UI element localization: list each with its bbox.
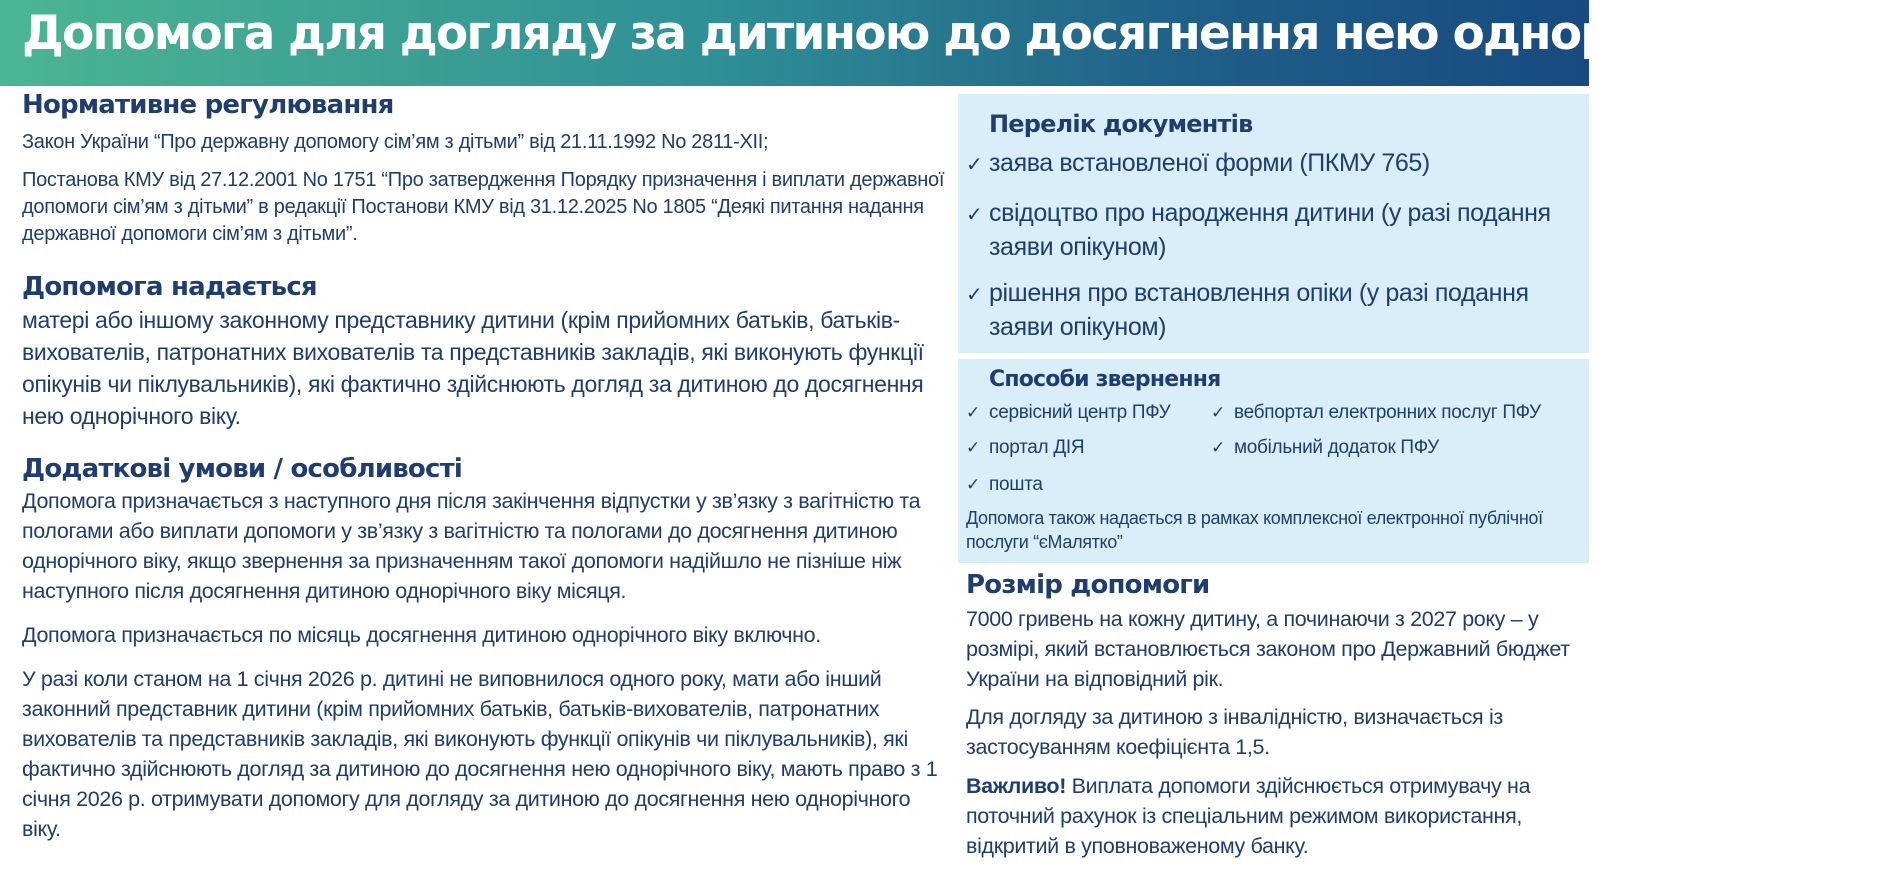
documents-title: Перелік документів	[989, 110, 1253, 138]
document-item	[966, 196, 1579, 264]
check-icon: ✓	[1211, 403, 1225, 422]
important-text: Виплата допомоги здійснюється отримувачу на поточний рахунок із спеціальним режимом використання, відкритий в уповноваженому банку.	[966, 774, 1531, 858]
way-item	[966, 471, 1211, 498]
ways-title: Способи звернення	[989, 367, 1221, 392]
check-icon: ✓	[966, 154, 983, 176]
amount-title: Розмір допомоги	[966, 570, 1210, 600]
document-item-label: свідоцтво про народження дитини (у разі подання заяви опікуном)	[989, 199, 1551, 261]
way-item-label: сервісний центр ПФУ	[989, 402, 1171, 423]
amount-important-note	[966, 771, 1586, 861]
way-item	[1211, 434, 1581, 461]
granted-text: матері або іншому законному представнику дитини (крім прийомних батьків, батьків-вихователів, патронатних вихователів та представників закладів, які виконують функції опікунів чи піклувальників), які фактично здійснюють догляд за дитиною до досягнення нею однорічного віку.	[22, 307, 924, 429]
document-item-label: рішення про встановлення опіки (у разі подання заяви опікуном)	[989, 279, 1529, 341]
document-item	[966, 146, 1579, 184]
ways-list	[966, 399, 1583, 498]
documents-box	[958, 94, 1589, 353]
ways-note: Допомога також надається в рамках комплексної електронної публічної послуги “єМалятко”	[966, 508, 1543, 552]
conditions-paragraph-1: Допомога призначається з наступного дня після закінчення відпустки у зв’язку з вагітністю та пологами або виплати допомоги у зв’язку з вагітністю та пологами до досягнення дитиною однорічного віку, якщо звернення за призначенням такої допомоги надійшло не пізніше ніж наступного після досягнення дитиною однорічного віку місяця.	[22, 489, 921, 603]
check-icon: ✓	[966, 403, 980, 422]
way-item-label: мобільний додаток ПФУ	[1234, 437, 1439, 458]
left-column	[22, 88, 947, 844]
check-icon: ✓	[1211, 438, 1225, 457]
conditions-title: Додаткові умови / особливості	[22, 454, 462, 484]
check-icon: ✓	[966, 438, 980, 457]
document-item-label: заява встановленої форми (ПКМУ 765)	[989, 149, 1430, 177]
way-item	[1211, 399, 1581, 426]
way-item	[966, 399, 1211, 426]
way-item-label: вебпортал електронних послуг ПФУ	[1234, 402, 1541, 423]
conditions-paragraph-2: Допомога призначається по місяць досягнення дитиною однорічного віку включно.	[22, 623, 821, 647]
conditions-paragraph-3: У разі коли станом на 1 січня 2026 р. дитині не виповнилося одного року, мати або інший законний представник дитини (крім прийомних батьків, батьків-вихователів, патронатних вихователів та представників закладів, які виконують функції опікунів чи піклувальників), які фактично здійснюють догляд за дитиною до досягнення нею однорічного віку, мають право з 1 січня 2026 р. отримувати допомогу для догляду за дитиною до досягнення нею однорічного віку.	[22, 667, 938, 841]
check-icon: ✓	[966, 284, 983, 306]
amount-block	[966, 568, 1586, 861]
ways-box	[958, 359, 1589, 563]
regulation-title: Нормативне регулювання	[22, 90, 394, 120]
document-item	[966, 276, 1579, 344]
header-banner	[0, 0, 1887, 86]
check-icon: ✓	[966, 204, 983, 226]
check-icon: ✓	[966, 475, 980, 494]
way-item-label: портал ДІЯ	[989, 437, 1085, 458]
amount-disability-text: Для догляду за дитиною з інвалідністю, визначається із застосуванням коефіцієнта 1,5.	[966, 705, 1503, 759]
granted-title: Допомога надається	[22, 272, 317, 302]
amount-text: 7000 гривень на кожну дитину, а починаючи з 2027 року – у розмірі, який встановлюється законом про Державний бюджет України на відповідний рік.	[966, 607, 1570, 691]
way-item-label: пошта	[989, 474, 1043, 495]
regulation-resolution: Постанова КМУ від 27.12.2001 No 1751 “Про затвердження Порядку призначення і виплати державної допомоги сім’ям з дітьми” в редакції Постанови КМУ від 31.12.2025 No 1805 “Деякі питання надання державної допомоги сім’ям з дітьми”.	[22, 169, 945, 245]
page-title: Допомога для догляду за дитиною до досягнення нею однорічного віку	[22, 6, 1887, 61]
way-item	[966, 434, 1211, 461]
regulation-law: Закон України “Про державну допомогу сім’ям з дітьми” від 21.11.1992 No 2811-XII;	[22, 131, 769, 153]
important-label: Важливо!	[966, 774, 1067, 798]
